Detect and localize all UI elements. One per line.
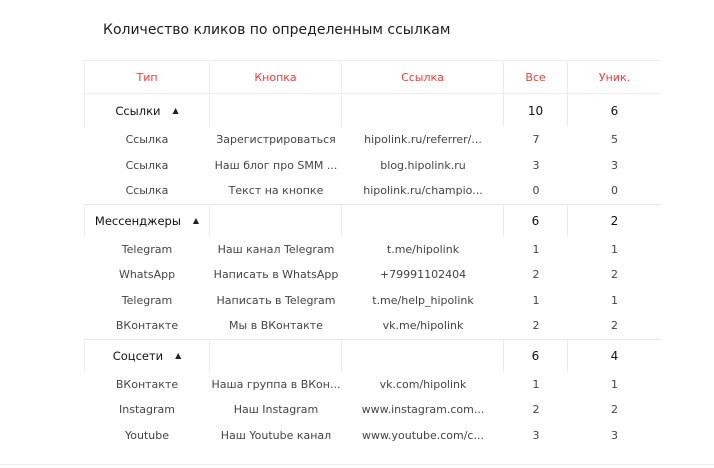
cell-button: Текст на кнопке	[228, 184, 324, 198]
cell-link: hipolink.ru/champio...	[363, 184, 483, 198]
cell-all: 0	[532, 184, 540, 198]
table-row	[84, 127, 661, 153]
group-toggle-messengers[interactable]	[84, 205, 210, 237]
triangle-up-icon[interactable]: ▲	[172, 106, 179, 115]
cell-type: WhatsApp	[118, 268, 176, 282]
cell-type: Ссылка	[125, 184, 169, 198]
group-row-links[interactable]	[84, 94, 661, 127]
clicks-table	[84, 60, 661, 448]
cell-button: Написать в WhatsApp	[213, 268, 339, 282]
header-link: Ссылка	[342, 61, 504, 93]
cell-link: +79991102404	[379, 268, 467, 282]
cell-all: 2	[532, 403, 540, 417]
cell-link: www.instagram.com...	[361, 403, 485, 417]
header-type: Тип	[84, 61, 210, 93]
cell-unique: 2	[611, 403, 618, 417]
cell-unique: 0	[611, 184, 618, 198]
cell-unique: 2	[611, 319, 618, 333]
page-title: Количество кликов по определенным ссылкам	[103, 22, 451, 38]
cell-button: Зарегистрироваться	[216, 133, 336, 147]
cell-link: t.me/help_hipolink	[372, 293, 474, 307]
cell-button: Наш канал Telegram	[217, 242, 335, 256]
cell-link: vk.me/hipolink	[382, 319, 464, 333]
table-row	[84, 288, 661, 314]
cell-type: Ссылка	[125, 133, 169, 147]
group-empty-link	[342, 94, 504, 127]
cell-all: 3	[532, 158, 540, 172]
cell-unique: 1	[611, 242, 618, 256]
triangle-up-icon[interactable]: ▲	[175, 351, 182, 360]
cell-type: ВКонтакте	[115, 377, 179, 391]
group-name: Ссылки	[115, 103, 161, 118]
cell-link: hipolink.ru/referrer/...	[364, 133, 482, 147]
group-name: Мессенджеры	[94, 213, 181, 228]
table-row	[84, 313, 661, 339]
cell-unique: 5	[611, 133, 618, 147]
group-row-messengers[interactable]	[84, 204, 661, 237]
group-row-social[interactable]	[84, 339, 661, 372]
group-name: Соцсети	[112, 348, 164, 363]
cell-link: blog.hipolink.ru	[380, 158, 466, 172]
table-row	[84, 153, 661, 179]
header-button: Кнопка	[210, 61, 342, 93]
group-unique: 2	[610, 213, 619, 228]
cell-link: t.me/hipolink	[386, 242, 460, 256]
cell-button: Наша группа в ВКон...	[211, 377, 341, 391]
cell-type: Instagram	[119, 403, 175, 417]
cell-unique: 1	[611, 293, 618, 307]
table-header	[84, 61, 661, 94]
cell-button: Мы в ВКонтакте	[229, 319, 323, 333]
cell-link: vk.com/hipolink	[379, 377, 467, 391]
group-unique: 4	[610, 348, 619, 363]
cell-type: Telegram	[121, 293, 173, 307]
cell-button: Написать в Telegram	[216, 293, 336, 307]
cell-type: Youtube	[125, 428, 169, 442]
table-row	[84, 262, 661, 288]
cell-all: 2	[532, 268, 540, 282]
table-row	[84, 372, 661, 398]
cell-link: www.youtube.com/c...	[362, 428, 484, 442]
cell-all: 2	[532, 319, 540, 333]
cell-all: 1	[532, 242, 540, 256]
table-row	[84, 178, 661, 204]
cell-all: 1	[532, 293, 540, 307]
cell-all: 3	[532, 428, 540, 442]
header-unique: Уник.	[598, 70, 631, 84]
group-unique: 6	[610, 103, 619, 118]
cell-unique: 3	[611, 428, 618, 442]
table-row	[84, 237, 661, 263]
triangle-up-icon[interactable]: ▲	[192, 216, 200, 225]
group-empty-button	[210, 340, 342, 372]
group-empty-button	[210, 205, 342, 237]
cell-type: Telegram	[121, 242, 173, 256]
cell-button: Наш Youtube канал	[220, 428, 332, 442]
cell-unique: 2	[611, 268, 618, 282]
table-row	[84, 423, 661, 449]
group-toggle-links[interactable]	[84, 94, 210, 127]
group-empty-button	[210, 94, 342, 127]
cell-type: ВКонтакте	[115, 319, 179, 333]
cell-button: Наш блог про SMM ...	[214, 158, 338, 172]
cell-unique: 3	[611, 158, 618, 172]
cell-all: 7	[532, 133, 540, 147]
bottom-divider	[0, 464, 714, 465]
cell-unique: 1	[611, 377, 618, 391]
group-all: 6	[504, 340, 568, 372]
group-toggle-social[interactable]	[84, 340, 210, 372]
top-bar	[0, 0, 714, 6]
group-empty-link	[342, 340, 504, 372]
group-all: 6	[504, 205, 568, 237]
cell-all: 1	[532, 377, 540, 391]
header-all: Все	[504, 61, 568, 93]
cell-button: Наш Instagram	[233, 403, 319, 417]
table-row	[84, 397, 661, 423]
group-all: 10	[504, 94, 568, 127]
cell-type: Ссылка	[125, 158, 169, 172]
group-empty-link	[342, 205, 504, 237]
